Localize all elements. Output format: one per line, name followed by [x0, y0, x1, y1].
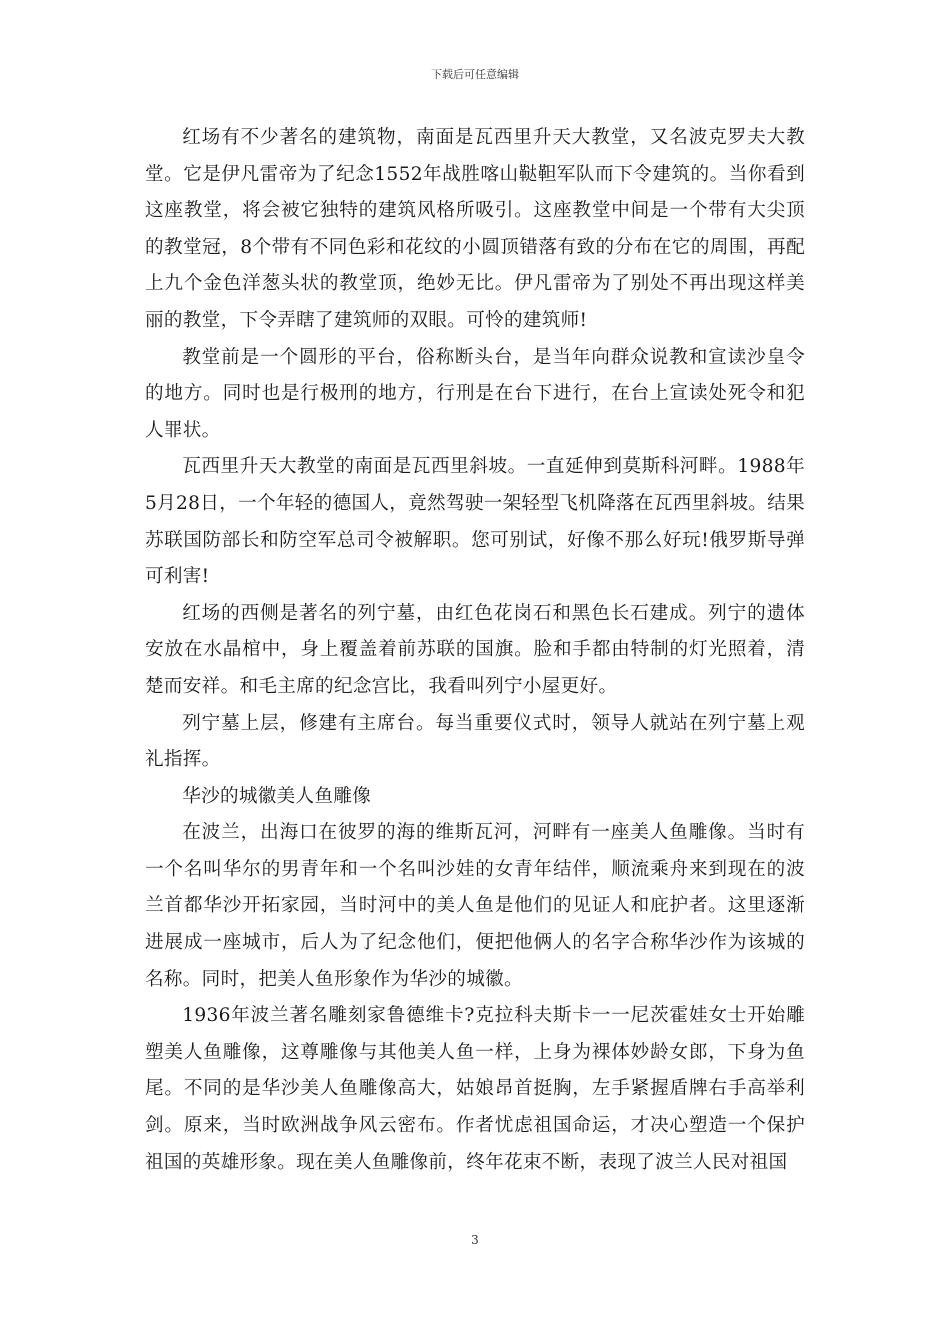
paragraph: 1936年波兰著名雕刻家鲁德维卡?克拉科夫斯卡一一尼茨霍娃女士开始雕塑美人鱼雕像，这尊雕像与其他美人鱼一样，上身为裸体妙龄女郎，下身为鱼尾。不同的是华沙美人鱼雕像高大，姑娘昂首挺胸，左手紧握盾牌右手高举利剑。原来，当时欧洲战争风云密布。作者忧虑祖国命运，才决心塑造一个保护祖国的英雄形象。现在美人鱼雕像前，终年花束不断，表现了波兰人民对祖国 — [145, 1005, 805, 1173]
paragraph: 在波兰，出海口在彼罗的海的维斯瓦河，河畔有一座美人鱼雕像。当时有一个名叫华尔的男青年和一个名叫沙娃的女青年结伴，顺流乘舟来到现在的波兰首都华沙开拓家园，当时河中的美人鱼是他们的见证人和庇护者。这里逐渐进展成一座城市，后人为了纪念他们，便把他俩人的名字合称华沙作为该城的名称。同时，把美人鱼形象作为华沙的城徽。 — [145, 822, 805, 990]
page-header: 下载后可任意编辑 — [431, 68, 519, 81]
paragraph: 瓦西里升天大教堂的南面是瓦西里斜坡。一直延伸到莫斯科河畔。1988年5月28日，一个年轻的德国人，竟然驾驶一架轻型飞机降落在瓦西里斜坡。结果苏联国防部长和防空军总司令被解职。您可别试，好像不那么好玩!俄罗斯导弹可利害! — [145, 456, 805, 588]
paragraph: 红场的西侧是著名的列宁墓，由红色花岗石和黑色长石建成。列宁的遗体安放在水晶棺中，身上覆盖着前苏联的国旗。脸和手都由特制的灯光照着，清楚而安祥。和毛主席的纪念宫比，我看叫列宁小屋更好。 — [145, 602, 805, 697]
paragraph: 列宁墓上层，修建有主席台。每当重要仪式时，领导人就站在列宁墓上观礼指挥。 — [145, 712, 805, 771]
paragraph: 教堂前是一个圆形的平台，俗称断头台，是当年向群众说教和宣读沙皇令的地方。同时也是行极刑的地方，行刑是在台下进行，在台上宣读处死令和犯人罪状。 — [145, 346, 805, 441]
paragraph: 红场有不少著名的建筑物，南面是瓦西里升天大教堂，又名波克罗夫大教堂。它是伊凡雷帝为了纪念1552年战胜喀山鞑靼军队而下令建筑的。当你看到这座教堂，将会被它独特的建筑风格所吸引。这座教堂中间是一个带有大尖顶的教堂冠，8个带有不同色彩和花纹的小圆顶错落有致的分布在它的周围，再配上九个金色洋葱头状的教堂顶，绝妙无比。伊凡雷帝为了别处不再出现这样美丽的教堂，下令弄瞎了建筑师的双眼。可怜的建筑师! — [145, 127, 805, 331]
section-heading: 华沙的城徽美人鱼雕像 — [182, 785, 372, 807]
page-number: 3 — [471, 1233, 479, 1247]
document-body — [145, 120, 805, 1181]
